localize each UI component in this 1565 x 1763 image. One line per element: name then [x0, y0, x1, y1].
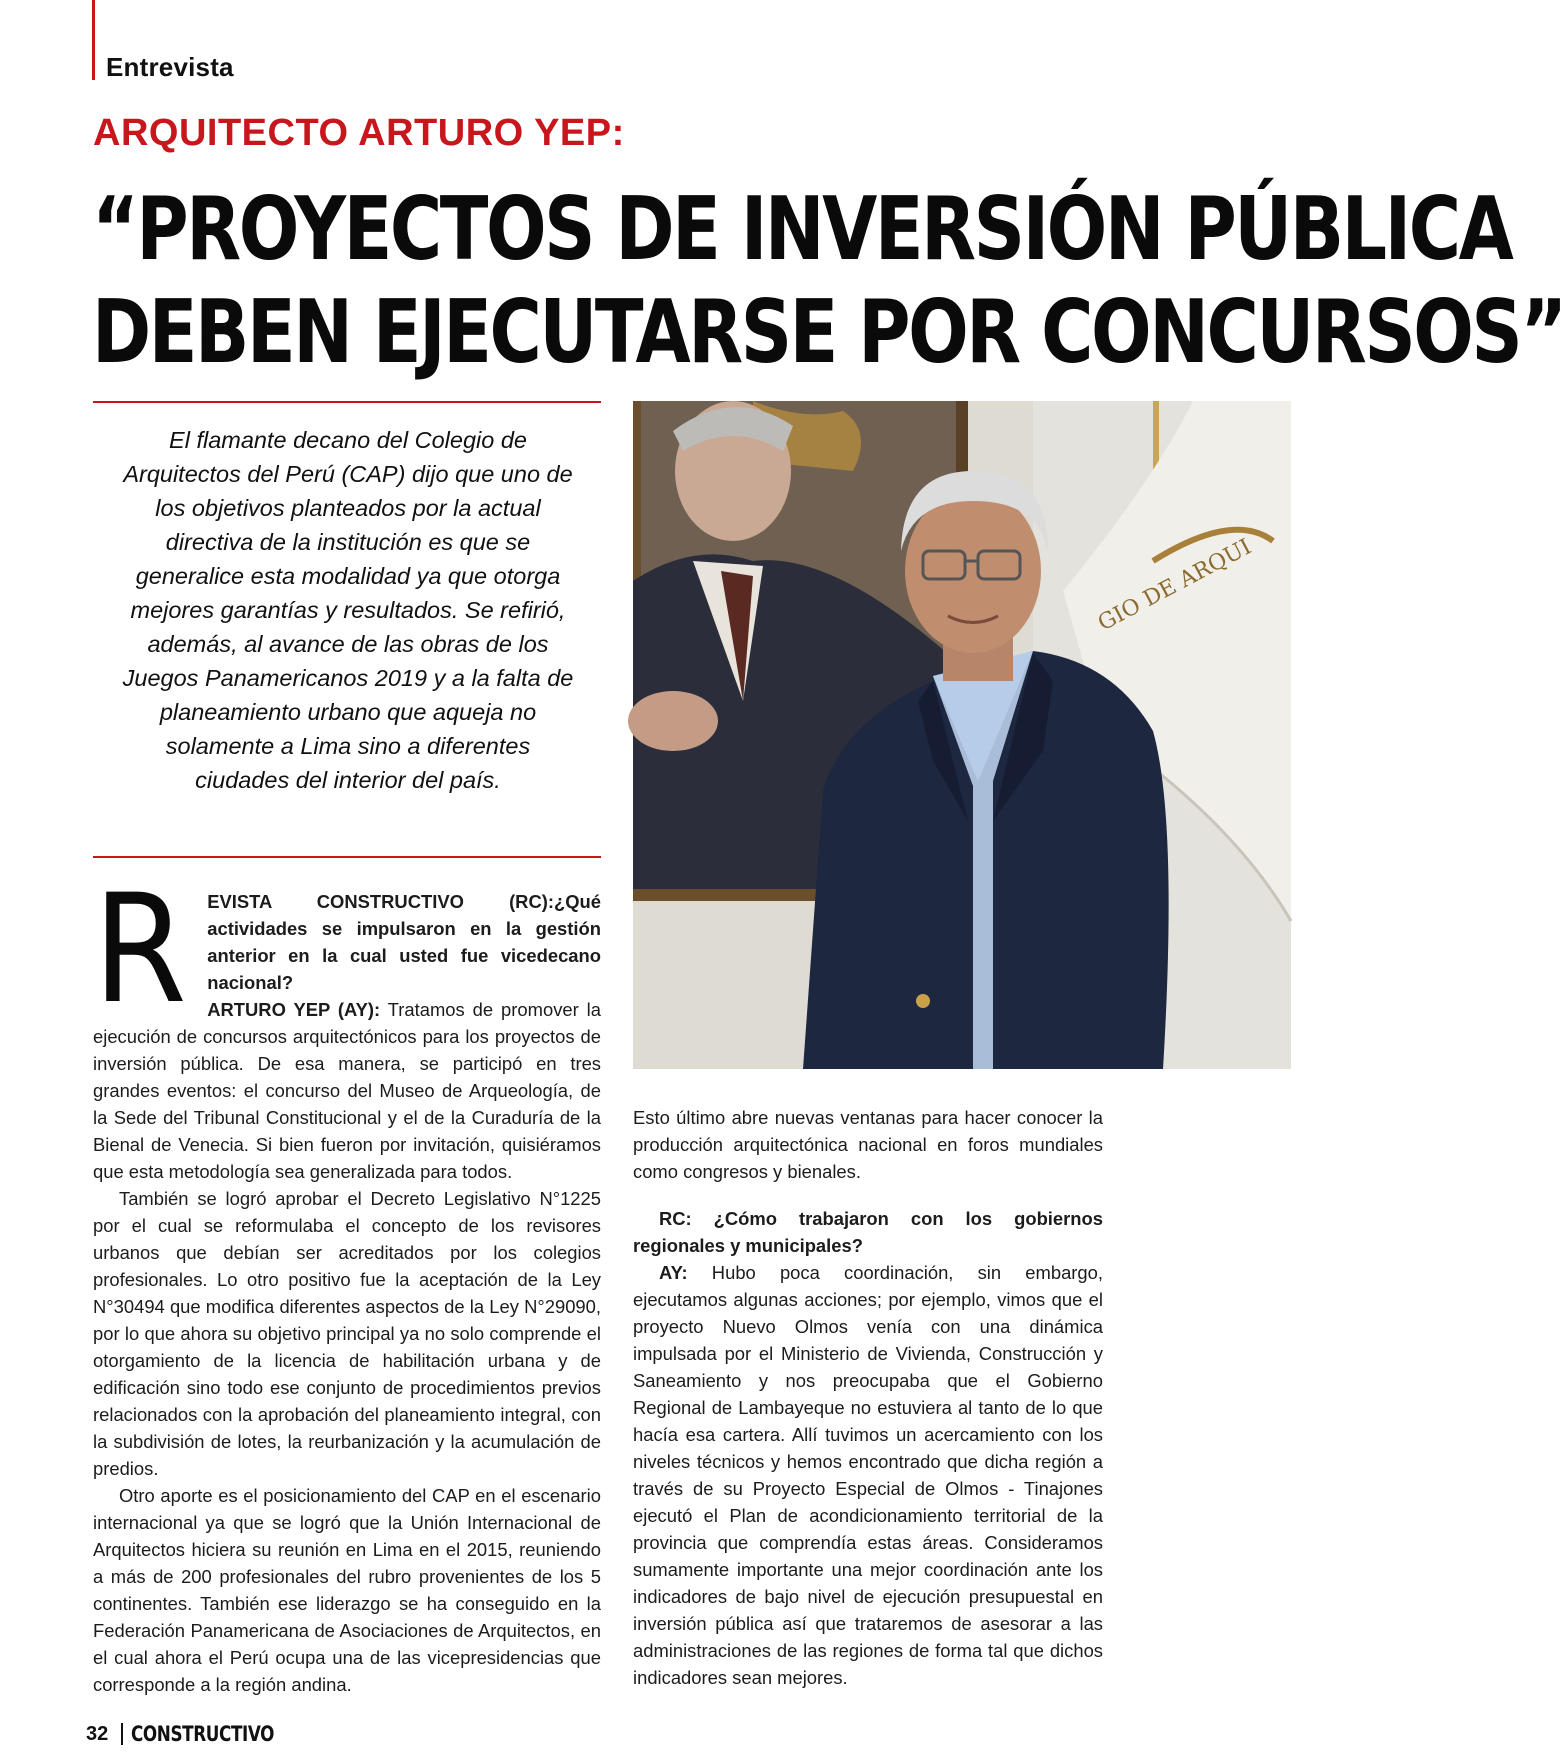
- answer-2-text: Hubo poca coordinación, sin embargo, ejecutamos algunas acciones; por ejemplo, vimos que el proyecto Nuevo Olmos venía con una dinámica impulsada por el Ministerio de Vivienda, Construcción y Saneamiento y nos preocupaba que el Gobierno Regional de Lambayeque no estuviera al tanto de lo que hacía esa cartera. Allí tuvimos un acercamiento con los niveles técnicos y hemos encontrado que dicha región a través de su Proyecto Especial de Olmos - Tinajones ejecutó el Plan de acondicionamiento territorial de la provincia que comprendía estas áreas. Consideramos sumamente importante una mejor coordinación ante los indicadores de bajo nivel de ejecución presupuestal en inversión pública así que trataremos de asesorar a las administraciones de las regiones de forma tal que dichos indicadores sean mejores.: [633, 1262, 1103, 1688]
- question-1-text: EVISTA CONSTRUCTIVO (RC):¿Qué actividades se impulsaron en la gestión anterior en la cual usted fue vicedecano nacional?: [207, 891, 601, 993]
- answer-2-label: AY:: [659, 1262, 688, 1283]
- answer-2: [633, 1259, 1103, 1691]
- lead-top-rule: [93, 401, 601, 403]
- headline-line-1: “PROYECTOS DE INVERSIÓN PÚBLICA: [92, 178, 1512, 280]
- magazine-brand: CONSTRUCTIVO: [131, 1722, 275, 1746]
- question-2: RC: ¿Cómo trabajaron con los gobiernos regionales y municipales?: [633, 1208, 1103, 1256]
- headline-line-2: DEBEN EJECUTARSE POR CONCURSOS”: [92, 281, 1565, 383]
- flag-text: GIO DE ARQUI: [1094, 534, 1256, 637]
- answer-1-paragraph-2: También se logró aprobar el Decreto Legislativo N°1225 por el cual se reformulaba el concepto de los revisores urbanos que debían ser acreditados por los colegios profesionales. Lo otro positivo fue la aceptación de la Ley N°30494 que modifica diferentes aspectos de la Ley N°29090, por lo que ahora su objetivo principal ya no solo comprende el otorgamiento de la licencia de habilitación urbana y de edificación sino todo ese conjunto de procedimientos previos relacionados con la aprobación del planeamiento integral, con la subdivisión de lotes, la reurbanización y la acumulación de predios.: [93, 1188, 601, 1479]
- answer-1-paragraph-3: Otro aporte es el posicionamiento del CAP en el escenario internacional ya que se logró que la Unión Internacional de Arquitectos hiciera su reunión en Lima en el 2015, reuniendo a más de 200 profesionales del rubro provenientes de los 5 continentes. También ese liderazgo se ha conseguido en la Federación Panamericana de Asociaciones de Arquitectos, en el cual ahora el Perú ocupa una de las vicepresidencias que corresponde a la región andina.: [93, 1485, 601, 1695]
- page-number: 32: [86, 1723, 109, 1745]
- question-1: [93, 863, 601, 1185]
- lead-bottom-rule: [93, 856, 601, 858]
- answer-1-paragraph-4: Esto último abre nuevas ventanas para hacer conocer la producción arquitectónica nacional en foros mundiales como congresos y bienales.: [633, 1107, 1103, 1182]
- article-column-left: [93, 863, 601, 1698]
- section-accent-bar: [92, 0, 95, 80]
- lead-paragraph: El flamante decano del Colegio de Arquitectos del Perú (CAP) dijo que uno de los objetivos planteados por la actual directiva de la institución es que se generalice esta modalidad ya que otorga mejores garantías y resultados. Se refirió, además, al avance de las obras de los Juegos Panamericanos 2019 y a la falta de planeamiento urbano que aqueja no solamente a Lima sino a diferentes ciudades del interior del país.: [122, 427, 574, 793]
- drop-cap: R: [93, 863, 187, 1037]
- interview-photo: [633, 401, 1291, 1069]
- article-column-right: [633, 1104, 1103, 1691]
- paragraph-gap: [633, 1185, 1103, 1205]
- answer-1-paragraph-1: Tratamos de promover la ejecución de concursos arquitectónicos para los proyectos de inversión pública. De esa manera, se participó en tres grandes eventos: el concurso del Museo de Arqueología, de la Sede del Tribunal Constitucional y el de la Curaduría de la Bienal de Venecia. Si bien fueron por invitación, quisiéramos que esta metodología sea generalizada para todos.: [93, 999, 601, 1182]
- section-label: Entrevista: [106, 52, 234, 82]
- answer-1-label: ARTURO YEP (AY):: [207, 999, 381, 1020]
- article-kicker: ARQUITECTO ARTURO YEP:: [93, 112, 625, 154]
- footer-separator: [121, 1723, 123, 1745]
- article-headline: [92, 178, 1565, 384]
